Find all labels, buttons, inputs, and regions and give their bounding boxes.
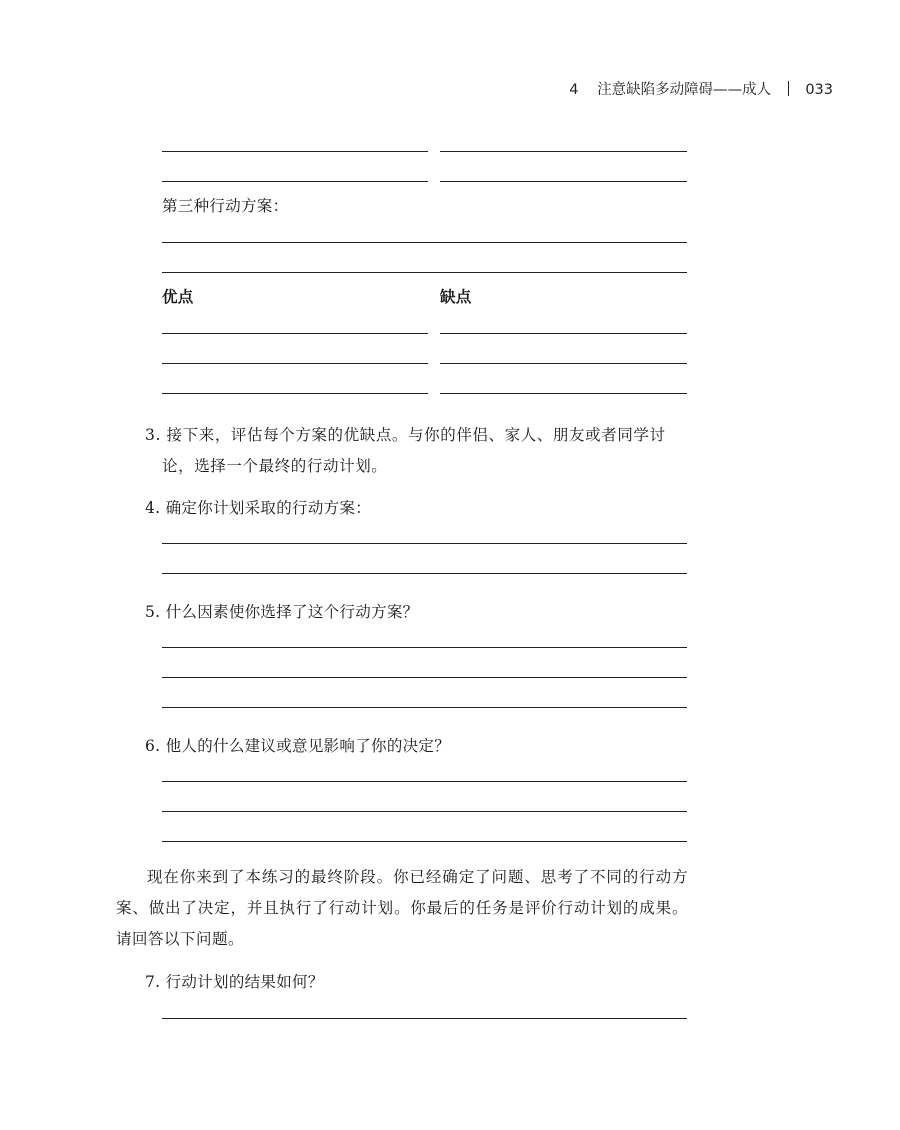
question-3-line-1: 3. 接下来，评估每个方案的优缺点。与你的伴侣、家人、朋友或者同学讨 [145,426,666,444]
answer-line[interactable] [162,151,428,152]
pros-line[interactable] [162,393,428,394]
answer-line[interactable] [162,647,687,648]
answer-line[interactable] [162,242,687,243]
pros-heading: 优点 [162,287,194,306]
question-3-line-2: 论，选择一个最终的行动计划。 [162,457,388,475]
answer-line[interactable] [440,181,687,182]
running-header [569,78,833,99]
chapter-number: 4 [569,82,579,98]
final-stage-paragraph: 现在你来到了本练习的最终阶段。你已经确定了问题、思考了不同的行动方案、做出了决定，并且执行了行动计划。你最后的任务是评价行动计划的成果。请回答以下问题。 [116,868,688,948]
answer-line[interactable] [162,181,428,182]
answer-line[interactable] [162,573,687,574]
header-divider [788,81,789,96]
cons-line[interactable] [440,333,687,334]
pros-line[interactable] [162,363,428,364]
answer-line[interactable] [162,1018,687,1019]
answer-line[interactable] [162,707,687,708]
question-5: 5. 什么因素使你选择了这个行动方案？ [145,603,419,621]
answer-line[interactable] [162,677,687,678]
chapter-title: 注意缺陷多动障碍——成人 [597,82,772,98]
cons-heading: 缺点 [440,287,472,306]
pros-line[interactable] [162,333,428,334]
answer-line[interactable] [162,811,687,812]
page-number: 033 [805,82,833,98]
question-4: 4. 确定你计划采取的行动方案： [145,499,372,517]
cons-line[interactable] [440,393,687,394]
answer-line[interactable] [162,543,687,544]
question-7: 7. 行动计划的结果如何？ [145,973,324,991]
answer-line[interactable] [162,841,687,842]
answer-line[interactable] [162,272,687,273]
answer-line[interactable] [162,781,687,782]
third-option-label: 第三种行动方案： [162,197,289,215]
answer-line[interactable] [440,151,687,152]
cons-line[interactable] [440,363,687,364]
question-6: 6. 他人的什么建议或意见影响了你的决定？ [145,737,451,755]
